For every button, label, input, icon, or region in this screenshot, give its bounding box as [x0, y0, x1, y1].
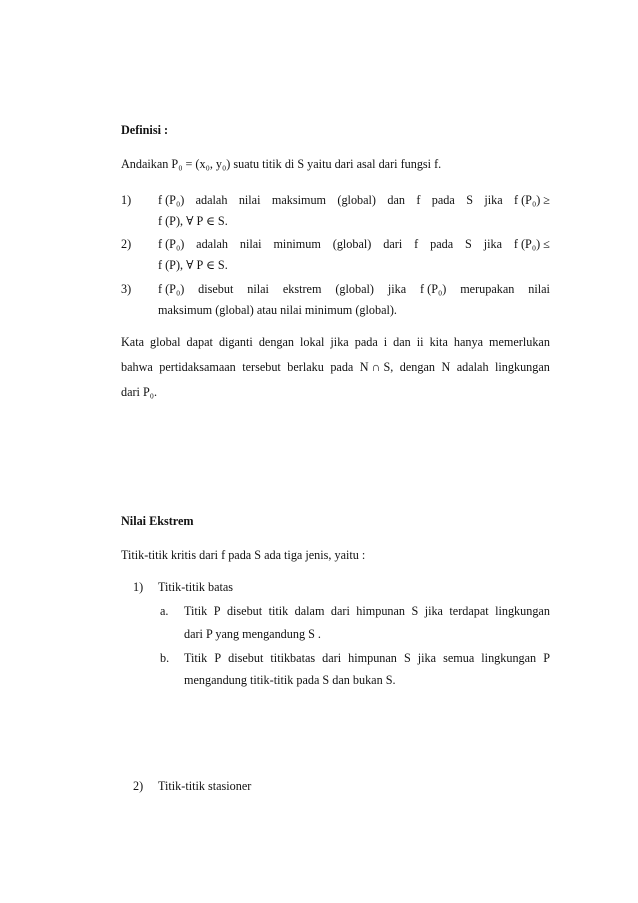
word: jika	[484, 193, 503, 207]
word: S	[403, 651, 411, 665]
list-item-1-number: 1)	[133, 580, 144, 594]
word: tersebut	[242, 360, 281, 374]
item-1-number: 1)	[121, 193, 132, 207]
word: himpunan	[348, 651, 397, 665]
word: ekstrem	[282, 282, 322, 296]
word: diganti	[218, 335, 253, 349]
list-item-2-label: Titik-titik stasioner	[158, 779, 252, 793]
word: f	[416, 193, 421, 207]
item-1-line-1	[158, 193, 550, 208]
word: nilai	[247, 282, 269, 296]
word: dan	[393, 335, 411, 349]
paragraph-line-1	[121, 335, 550, 350]
word: titik	[268, 604, 289, 618]
word: dengan	[399, 360, 435, 374]
nilai-ekstrem-intro: Titik-titik kritis dari f pada S ada tiga jenis, yaitu :	[121, 548, 366, 562]
list-item-1-label: Titik-titik batas	[158, 580, 234, 594]
word: lingkungan	[481, 651, 537, 665]
word: memerlukan	[489, 335, 550, 349]
word: lokal	[300, 335, 325, 349]
item-3-number: 3)	[121, 282, 132, 296]
word: jika	[417, 651, 437, 665]
word: nilai	[238, 193, 261, 207]
item-3-line-2: maksimum (global) atau nilai minimum (global).	[158, 303, 397, 317]
word: berlaku	[287, 360, 324, 374]
word: f (P₀)	[158, 193, 185, 207]
word: pada	[431, 193, 455, 207]
word: Titik	[184, 604, 208, 618]
word: dapat	[186, 335, 213, 349]
word: (global)	[337, 193, 376, 207]
word: titikbatas	[270, 651, 316, 665]
item-2-line-2: f (P), ∀ P ∈ S.	[158, 258, 228, 272]
word: P	[214, 651, 222, 665]
word: lingkungan	[495, 360, 550, 374]
item-2-number: 2)	[121, 237, 132, 251]
word: disebut	[198, 282, 234, 296]
word: pada	[330, 360, 354, 374]
word: himpunan	[356, 604, 406, 618]
word: jika	[387, 282, 407, 296]
word: jika	[330, 335, 349, 349]
word: dari	[322, 651, 342, 665]
word: S	[466, 193, 473, 207]
word: pada	[354, 335, 378, 349]
definisi-heading: Definisi :	[121, 123, 169, 137]
word: disebut	[228, 651, 264, 665]
paragraph-line-3: dari P₀.	[121, 385, 158, 399]
word: (global)	[332, 237, 372, 251]
sub-item-a-letter: a.	[160, 604, 169, 618]
word: dalam	[294, 604, 325, 618]
word: nilai	[239, 237, 262, 251]
word: P	[543, 651, 550, 665]
word: dengan	[258, 335, 295, 349]
word: N ∩ S,	[359, 360, 394, 374]
word: adalah	[195, 193, 228, 207]
sub-item-b-line-2: mengandung titik-titik pada S dan bukan S.	[184, 673, 396, 687]
word: global	[150, 335, 181, 349]
word: pertidaksamaan	[159, 360, 236, 374]
word: i	[383, 335, 388, 349]
word: Titik	[184, 651, 208, 665]
word: S	[411, 604, 419, 618]
word: f	[414, 237, 419, 251]
word: jika	[424, 604, 443, 618]
list-item-2-number: 2)	[133, 779, 144, 793]
word: dari	[330, 604, 350, 618]
word: jika	[483, 237, 502, 251]
paragraph-line-2	[121, 360, 550, 375]
word: dan	[387, 193, 405, 207]
word: hanya	[453, 335, 483, 349]
definisi-intro: Andaikan P₀ = (x₀, y₀) suatu titik di S yaitu dari asal dari fungsi f.	[121, 157, 442, 171]
word: (global)	[335, 282, 374, 296]
sub-item-b-line-1	[184, 651, 550, 666]
word: S	[465, 237, 472, 251]
item-2-line-1	[158, 237, 550, 252]
word: bahwa	[121, 360, 153, 374]
word: P	[213, 604, 221, 618]
word: f (P₀)	[158, 237, 185, 251]
nilai-ekstrem-heading: Nilai Ekstrem	[121, 514, 194, 528]
word: N	[441, 360, 451, 374]
word: pada	[430, 237, 454, 251]
word: maksimum	[271, 193, 327, 207]
word: ii	[416, 335, 424, 349]
word: dari	[383, 237, 403, 251]
item-3-line-1	[158, 282, 550, 297]
word: disebut	[226, 604, 263, 618]
word: semua	[443, 651, 475, 665]
word: f (P₀) ≥	[514, 193, 550, 207]
word: lingkungan	[495, 604, 550, 618]
word: f (P₀) ≤	[513, 237, 550, 251]
sub-item-a-line-1	[184, 604, 550, 619]
word: merupakan	[460, 282, 515, 296]
word: Kata	[121, 335, 145, 349]
sub-item-b-letter: b.	[160, 651, 170, 665]
word: kita	[429, 335, 448, 349]
word: adalah	[196, 237, 228, 251]
word: minimum	[273, 237, 321, 251]
word: adalah	[456, 360, 489, 374]
word: nilai	[528, 282, 550, 296]
word: terdapat	[449, 604, 489, 618]
word: f (P₀)	[420, 282, 447, 296]
item-1-line-2: f (P), ∀ P ∈ S.	[158, 214, 228, 228]
sub-item-a-line-2: dari P yang mengandung S .	[184, 627, 321, 641]
word: f (P₀)	[158, 282, 185, 296]
